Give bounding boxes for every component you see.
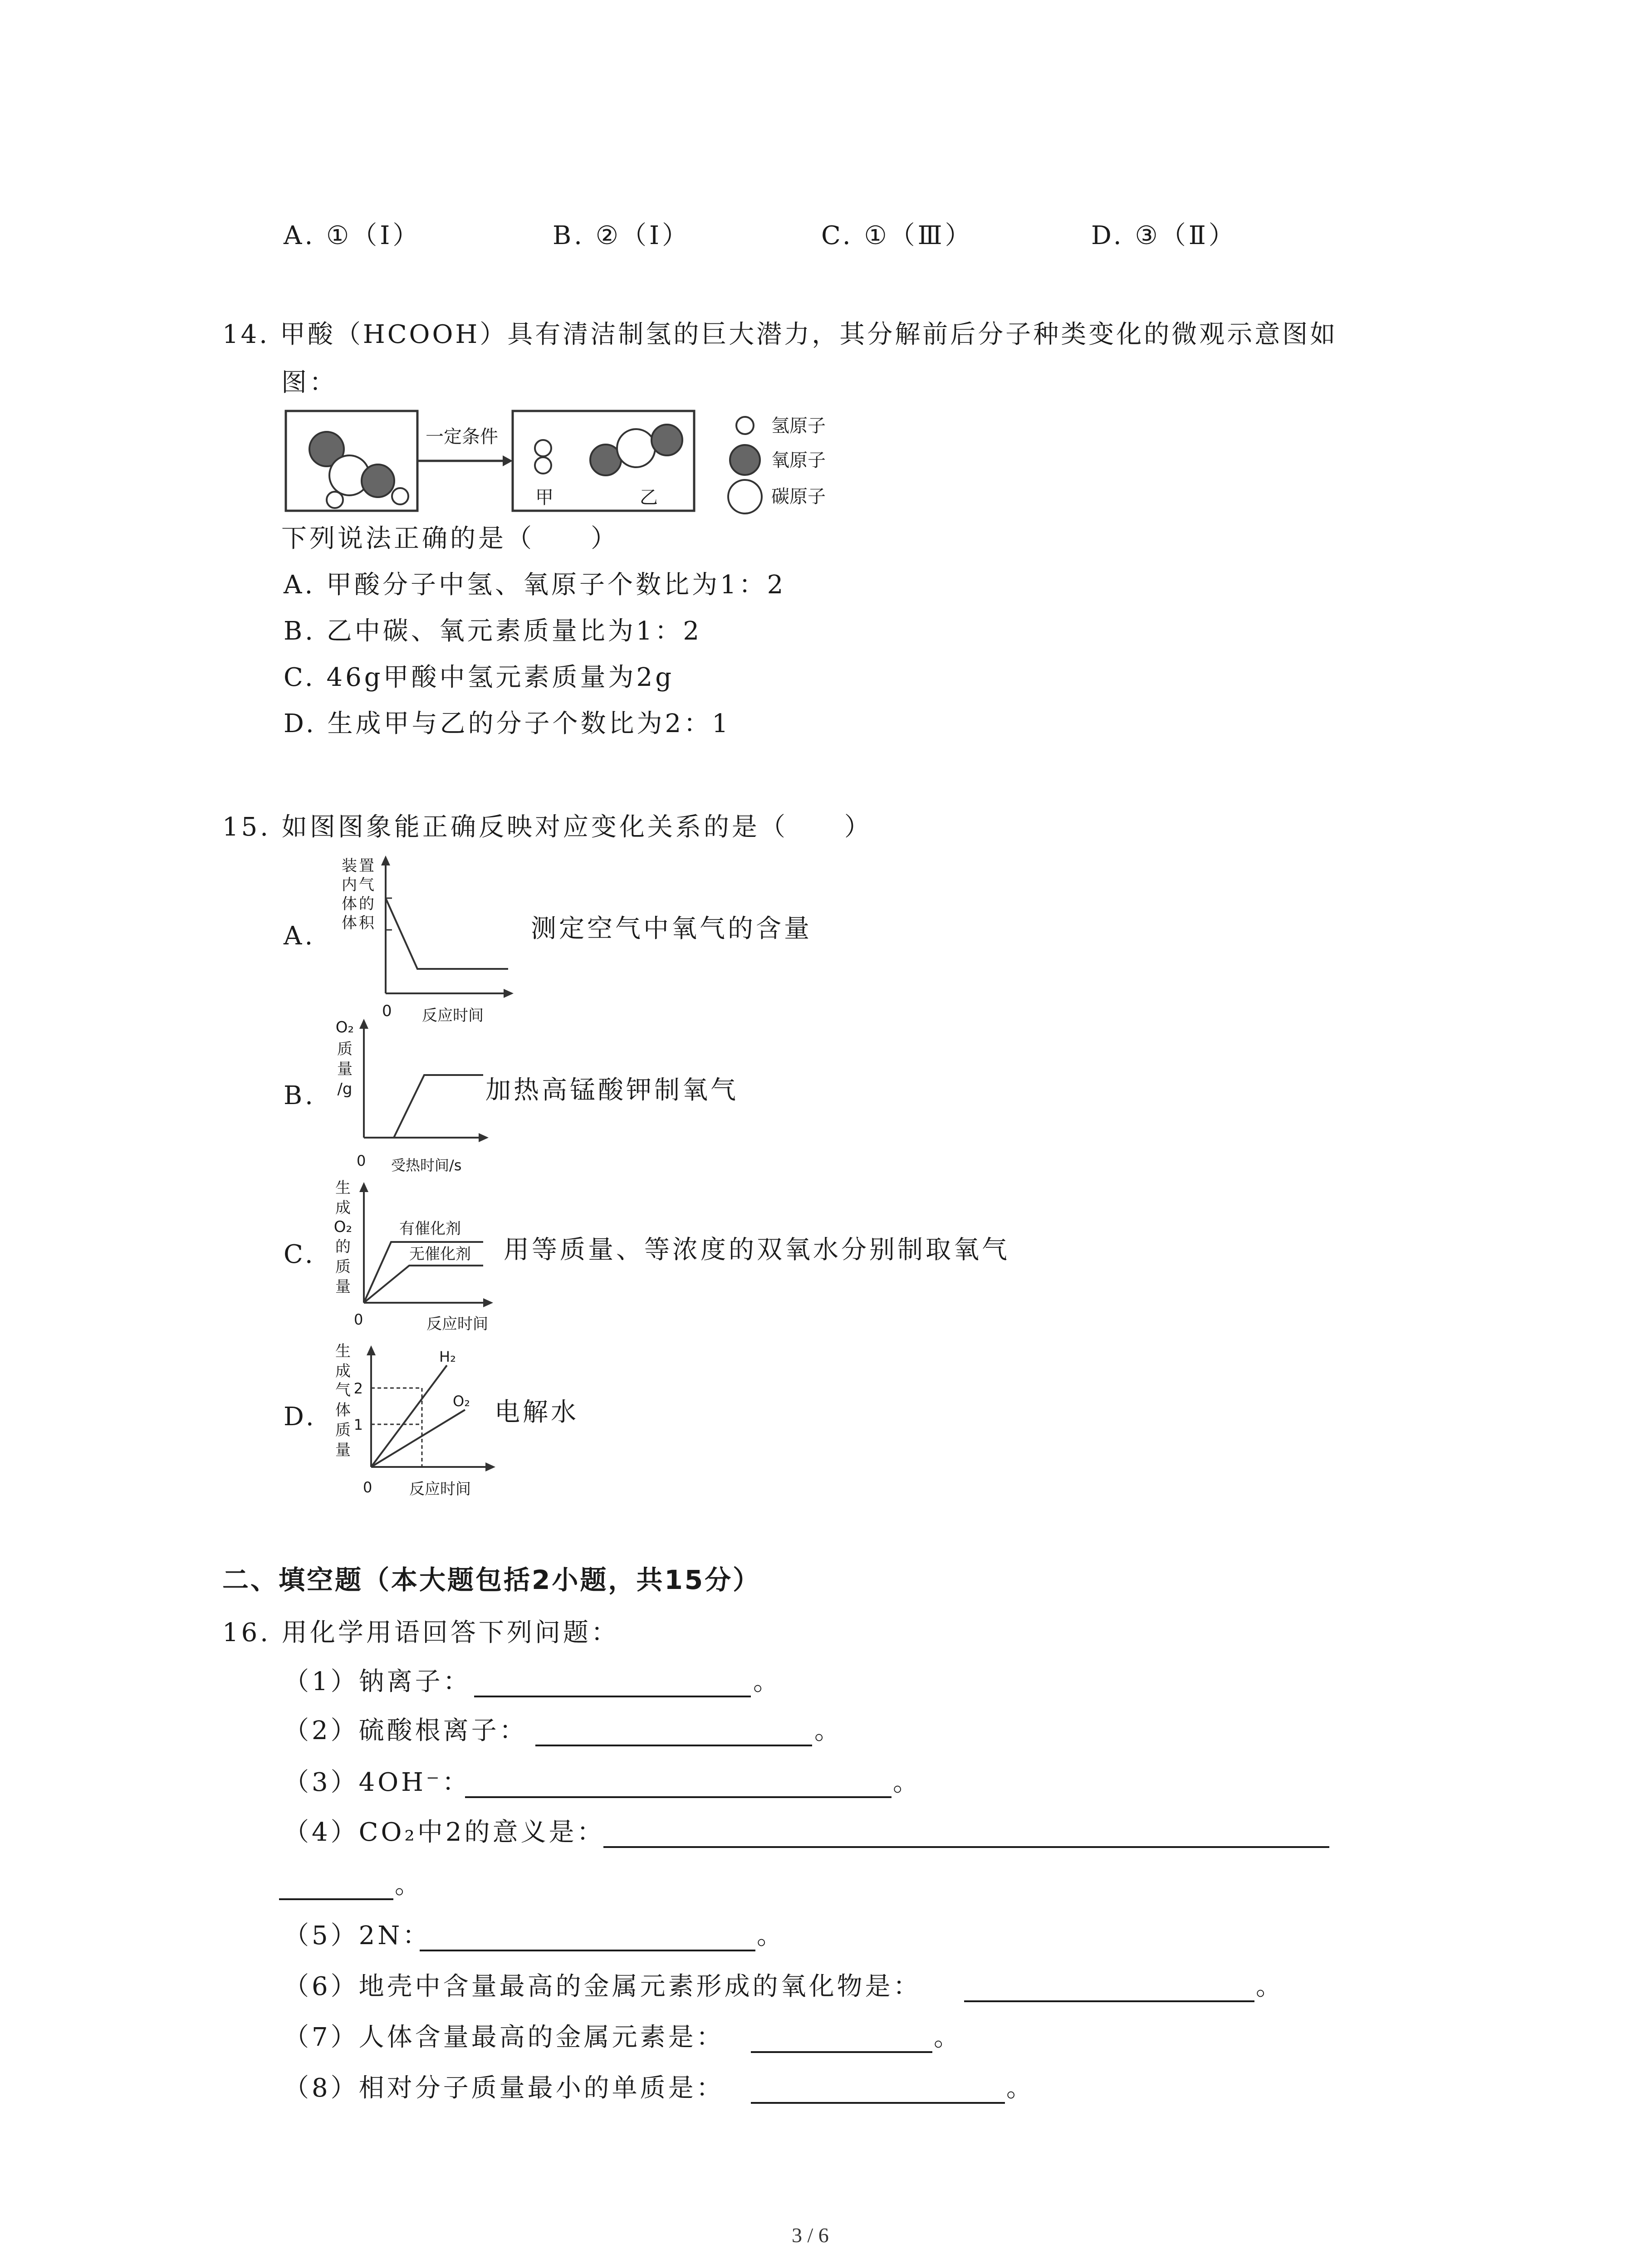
svg-text:质: 质: [335, 1421, 351, 1439]
label-yi: 乙: [640, 487, 658, 508]
q15-option-d-desc: 电解水: [495, 1398, 579, 1427]
svg-text:积: 积: [359, 914, 374, 932]
carbon-legend-icon: [728, 480, 762, 513]
legend-hydrogen: 氢原子: [771, 415, 826, 436]
section-2-heading: 二、填空题（本大题包括2小题，共15分）: [222, 1564, 761, 1595]
svg-text:内: 内: [342, 876, 357, 894]
svg-text:体: 体: [342, 914, 357, 932]
answer-blank-6[interactable]: [964, 2000, 1254, 2002]
q16-item-3: （3）4OH⁻：: [284, 1768, 470, 1797]
hydrogen-atom-icon: [535, 440, 551, 456]
x-axis-label: 反应时间: [409, 1480, 471, 1498]
x-axis-label: 反应时间: [426, 1315, 488, 1333]
q13-option-b: B. ②（Ⅰ）: [553, 221, 691, 250]
svg-text:量: 量: [335, 1441, 351, 1459]
series-catalyst-label: 有催化剂: [399, 1220, 461, 1238]
answer-blank-8[interactable]: [751, 2102, 1005, 2104]
q13-option-a: A. ①（Ⅰ）: [284, 221, 421, 250]
svg-text:体: 体: [342, 895, 357, 913]
q16-item-7: （7）人体含量最高的金属元素是：: [284, 2023, 725, 2052]
q15-option-b-desc: 加热高锰酸钾制氧气: [485, 1075, 739, 1105]
x-axis-arrow-icon: [483, 1298, 493, 1307]
y-axis-label: [336, 1018, 354, 1098]
svg-text:/g: /g: [337, 1080, 353, 1098]
q16-period: 。: [753, 1667, 781, 1696]
svg-text:气: 气: [335, 1381, 351, 1399]
q14-option-a: A. 甲酸分子中氢、氧原子个数比为1：2: [284, 570, 786, 600]
y-axis-arrow-icon: [381, 855, 390, 865]
oxygen-atom-icon: [652, 425, 682, 455]
q16-item-6: （6）地壳中含量最高的金属元素形成的氧化物是：: [284, 1972, 921, 2001]
q16-item-2: （2）硫酸根离子：: [284, 1716, 528, 1745]
oxygen-atom-icon: [362, 464, 394, 497]
x-axis-arrow-icon: [479, 1133, 489, 1142]
q16-item-8: （8）相对分子质量最小的单质是：: [284, 2073, 725, 2103]
y-axis-label: [342, 857, 375, 932]
svg-text:量: 量: [337, 1060, 353, 1078]
answer-blank-2[interactable]: [535, 1745, 812, 1746]
q14-prompt: 下列说法正确的是（ ）: [281, 524, 619, 553]
q16-period: 。: [1006, 2073, 1034, 2103]
svg-text:生: 生: [335, 1342, 351, 1360]
series-o2-label: O₂: [453, 1393, 470, 1410]
q16-stem: 16. 用化学用语回答下列问题：: [222, 1618, 619, 1647]
series-no-catalyst-label: 无催化剂: [409, 1245, 471, 1263]
q15-graph-d: [327, 1338, 517, 1506]
q15-graph-c: [327, 1175, 517, 1338]
q15-option-d-letter: D.: [284, 1402, 317, 1432]
q14-stem-line1: 14. 甲酸（HCOOH）具有清洁制氢的巨大潜力，其分解前后分子种类变化的微观示意图如: [222, 320, 1338, 349]
q14-molecule-diagram: [281, 404, 889, 522]
q14-option-d: D. 生成甲与乙的分子个数比为2：1: [284, 709, 731, 738]
legend-carbon: 碳原子: [771, 486, 826, 507]
origin-label: 0: [382, 1002, 392, 1020]
svg-text:O₂: O₂: [333, 1218, 353, 1236]
svg-text:体: 体: [335, 1401, 351, 1419]
answer-blank-4-continued[interactable]: [279, 1898, 393, 1900]
hydrogen-line: [371, 1365, 447, 1467]
label-jia: 甲: [535, 487, 554, 508]
q16-period: 。: [814, 1716, 843, 1745]
answer-blank-7[interactable]: [751, 2051, 932, 2053]
q15-graph-a: [327, 853, 540, 1034]
svg-text:的: 的: [359, 895, 374, 913]
svg-text:生: 生: [335, 1179, 351, 1197]
volume-curve: [386, 898, 508, 969]
condition-label: 一定条件: [426, 426, 498, 447]
q16-item-4: （4）CO₂中2的意义是：: [284, 1818, 605, 1847]
q15-option-a-desc: 测定空气中氧气的含量: [531, 914, 812, 943]
answer-blank-5[interactable]: [420, 1950, 755, 1951]
q15-option-c-letter: C.: [284, 1240, 316, 1269]
y-axis-label: [334, 1179, 352, 1296]
q16-period: 。: [395, 1870, 423, 1900]
svg-text:置: 置: [359, 857, 374, 875]
q13-option-d: D. ③（Ⅱ）: [1091, 221, 1237, 250]
x-axis-arrow-icon: [504, 989, 514, 998]
q14-option-c: C. 46g甲酸中氢元素质量为2g: [284, 663, 675, 692]
q16-period: 。: [893, 1768, 921, 1797]
svg-text:质: 质: [335, 1258, 351, 1276]
hydrogen-legend-icon: [736, 417, 754, 434]
answer-blank-3[interactable]: [465, 1796, 892, 1798]
tick-2: 2: [353, 1380, 363, 1397]
hydrogen-atom-icon: [392, 488, 408, 504]
y-axis-arrow-icon: [367, 1345, 376, 1355]
answer-blank-1[interactable]: [474, 1696, 751, 1697]
hydrogen-atom-icon: [535, 457, 551, 474]
oxygen-mass-curve: [394, 1075, 483, 1138]
series-h2-label: H₂: [439, 1348, 456, 1365]
legend-oxygen: 氧原子: [771, 450, 826, 471]
q13-option-c: C. ①（Ⅲ）: [821, 221, 973, 250]
q15-option-c-desc: 用等质量、等浓度的双氧水分别制取氧气: [504, 1235, 1010, 1265]
oxygen-legend-icon: [730, 445, 760, 475]
svg-text:装: 装: [342, 857, 357, 875]
carbon-atom-icon: [617, 429, 655, 467]
tick-1: 1: [353, 1416, 363, 1433]
q16-period: 。: [1256, 1972, 1284, 2001]
svg-text:质: 质: [337, 1040, 353, 1058]
q16-item-5: （5）2N：: [284, 1921, 431, 1950]
origin-label: 0: [363, 1479, 372, 1496]
origin-label: 0: [354, 1311, 363, 1328]
answer-blank-4[interactable]: [603, 1846, 1329, 1848]
page-number: 3 / 6: [792, 2224, 829, 2247]
x-axis-label: 反应时间: [422, 1007, 484, 1025]
q14-option-b: B. 乙中碳、氧元素质量比为1：2: [284, 616, 702, 646]
y-axis-arrow-icon: [359, 1182, 368, 1192]
x-axis-arrow-icon: [485, 1462, 495, 1471]
q16-period: 。: [934, 2023, 962, 2052]
arrow-head-icon: [503, 455, 513, 466]
svg-text:气: 气: [359, 876, 374, 894]
y-axis-arrow-icon: [359, 1019, 368, 1029]
svg-text:成: 成: [335, 1199, 351, 1217]
oxygen-line: [371, 1410, 465, 1467]
y-axis-label: [335, 1342, 351, 1459]
x-axis-label: 受热时间/s: [391, 1157, 462, 1174]
q15-option-a-letter: A.: [284, 921, 316, 951]
hydrogen-atom-icon: [327, 492, 343, 508]
svg-text:O₂: O₂: [335, 1018, 354, 1036]
svg-text:成: 成: [335, 1362, 351, 1380]
origin-label: 0: [357, 1152, 366, 1169]
no-catalyst-curve: [364, 1266, 483, 1303]
q15-stem: 15. 如图图象能正确反映对应变化关系的是（ ）: [222, 812, 872, 842]
svg-text:的: 的: [335, 1238, 351, 1256]
q14-stem-line2: 图：: [281, 368, 338, 397]
svg-text:量: 量: [335, 1278, 351, 1296]
q16-item-1: （1）钠离子：: [284, 1667, 471, 1696]
q16-period: 。: [757, 1921, 785, 1950]
q15-option-b-letter: B.: [284, 1081, 316, 1110]
